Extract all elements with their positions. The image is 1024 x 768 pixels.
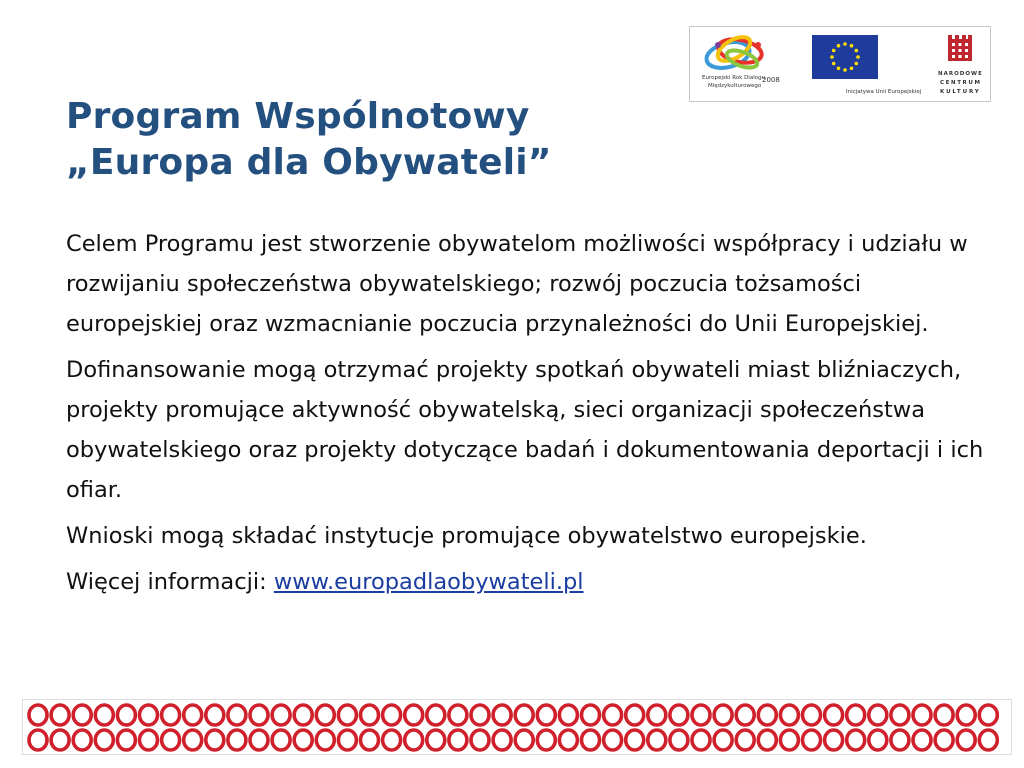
ring-icon [604,705,622,725]
ring-icon [979,705,997,725]
ring-icon [714,705,732,725]
ring-icon [803,730,821,750]
nck-logo [934,33,986,97]
ring-icon [73,730,91,750]
ring-icon [537,705,555,725]
rok-dialogu-emblem-icon [698,33,788,73]
ring-icon [316,730,334,750]
ring-icon [803,705,821,725]
ring-icon [935,705,953,725]
ring-icon [272,705,290,725]
more-info-link[interactable]: www.europadlaobywateli.pl [273,569,584,595]
ring-icon [250,730,268,750]
ring-icon [493,730,511,750]
ring-icon [515,705,533,725]
ring-icon [140,730,158,750]
ring-icon [648,705,666,725]
paragraph-funding: Dofinansowanie mogą otrzymać projekty spotkań obywateli miast bliźniaczych, projekty promujące aktywność obywatelską, sieci organizacji społeczeństwa obywatelskiego oraz projekty dotyczące badań i dokumentowania deportacji i ich ofiar. [66,357,984,503]
ring-icon [140,705,158,725]
ring-icon [957,730,975,750]
more-info-label: Więcej informacji: [66,569,274,595]
ring-icon [670,730,688,750]
ring-icon [935,730,953,750]
ring-icon [361,705,379,725]
ring-icon [559,730,577,750]
ring-icon [471,730,489,750]
ring-icon [405,705,423,725]
paragraph-applicants: Wnioski mogą składać instytucje promujące obywatelstwo europejskie. [66,523,867,549]
ring-icon [250,705,268,725]
ring-icon [537,730,555,750]
nck-line3: KULTURY [940,89,981,95]
ring-icon [515,730,533,750]
rings-pattern [23,700,1013,756]
ring-icon [736,730,754,750]
ring-icon [582,705,600,725]
rok-dialogu-line2: Międzykulturowego [708,83,762,89]
ring-icon [891,730,909,750]
ring-icon [847,705,865,725]
ring-icon [162,730,180,750]
nck-line1: NARODOWE [938,71,983,77]
ring-icon [51,730,69,750]
ring-icon [29,705,47,725]
ring-icon [604,730,622,750]
ring-icon [95,730,113,750]
rok-dialogu-line1: Europejski Rok Dialogu [702,75,766,81]
ring-icon [626,730,644,750]
ring-icon [869,705,887,725]
ring-icon [427,705,445,725]
ring-icon [957,705,975,725]
nck-line2: CENTRUM [940,80,982,86]
ring-icon [117,705,135,725]
nck-emblem-icon [945,33,975,63]
ring-icon [493,705,511,725]
paragraph-goal: Celem Programu jest stworzenie obywatelom możliwości współpracy i udziału w rozwijaniu społeczeństwa obywatelskiego; rozwój poczucia tożsamości europejskiej oraz wzmacnianie poczucia przynależności do Unii Europejskiej. [66,231,968,337]
ring-icon [427,730,445,750]
ring-icon [670,705,688,725]
ring-icon [228,705,246,725]
ring-icon [206,730,224,750]
ring-icon [758,705,776,725]
ring-icon [692,705,710,725]
ring-icon [294,705,312,725]
rok-dialogu-logo [698,33,788,97]
ring-icon [869,730,887,750]
ring-icon [847,730,865,750]
ring-icon [206,705,224,725]
ring-icon [780,730,798,750]
ring-icon [979,730,997,750]
ring-icon [825,705,843,725]
ring-icon [891,705,909,725]
ring-icon [471,705,489,725]
ring-icon [913,730,931,750]
ring-icon [117,730,135,750]
ring-icon [405,730,423,750]
eu-caption: Inicjatywa Unii Europejskiej [846,89,922,95]
ring-icon [95,705,113,725]
ring-icon [228,730,246,750]
ring-icon [913,705,931,725]
ring-icon [714,730,732,750]
ring-icon [449,730,467,750]
ring-icon [780,705,798,725]
page-title [66,94,552,186]
ring-icon [825,730,843,750]
title-line-1: Program Wspólnotowy [66,96,530,137]
ring-icon [184,730,202,750]
ring-icon [29,730,47,750]
eu-logo [812,33,922,97]
ring-icon [162,705,180,725]
ring-icon [338,705,356,725]
ring-icon [361,730,379,750]
ring-icon [338,730,356,750]
ring-icon [383,705,401,725]
ring-icon [272,730,290,750]
ring-icon [449,705,467,725]
ring-icon [184,705,202,725]
rok-dialogu-year: 2008 [762,76,780,84]
ring-icon [383,730,401,750]
ring-icon [73,705,91,725]
ring-icon [294,730,312,750]
more-info [66,562,986,602]
title-line-2: „Europa dla Obywateli” [66,142,552,183]
ring-icon [648,730,666,750]
ring-icon [626,705,644,725]
ring-icon [758,730,776,750]
ring-icon [559,705,577,725]
ring-icon [51,705,69,725]
logos-panel [689,26,991,102]
ring-icon [316,705,334,725]
ring-icon [692,730,710,750]
ring-icon [582,730,600,750]
eu-flag-icon [812,35,878,79]
ring-icon [736,705,754,725]
body-text [66,224,986,608]
decorative-rings-strip [22,699,1012,755]
